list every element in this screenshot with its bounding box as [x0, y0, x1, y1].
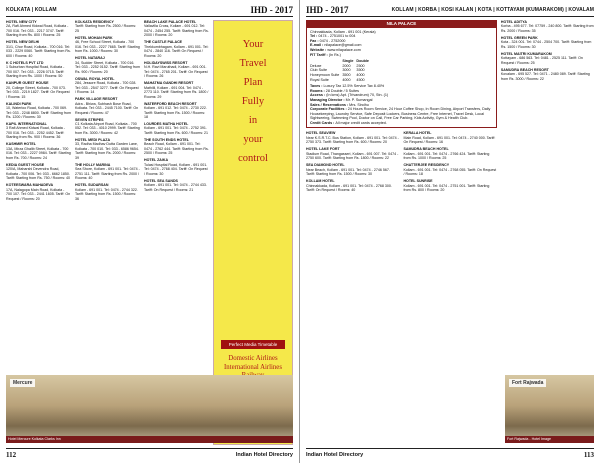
hotel-listing — [75, 77, 140, 95]
hotel-name: WATERFORD BEACH RESORT — [144, 101, 197, 106]
tariff-cell: Royal Suite — [310, 77, 329, 82]
hotel-details: Tariff: Starting from Rs. 2500 / Rooms: 25 — [75, 24, 137, 33]
tariff-header-cell: Single — [342, 59, 354, 64]
hotel-name: HOTEL SUDARSAN — [75, 183, 109, 188]
hotel-name: HOTEL GREEN PARK — [500, 35, 538, 40]
hotel-name: HOTEL SUNRISE — [403, 179, 433, 184]
ad-headline — [214, 21, 292, 340]
hotel-details: Kollam - 691 012. Tel: 0474 - 2730 222. Tariff: Starting from Rs. 1500 / Rooms: 18 — [144, 106, 207, 119]
hotel-details: Sea Shore, Kollam - 691 001. Tel: 0474 - 2751 111. Tariff: Starting from Rs. 2000 / Rooms: 40 — [75, 167, 140, 181]
right-hotel-photo — [505, 375, 594, 443]
hotel-name: HOTEL MAITRI KUMARAKOM — [500, 51, 552, 56]
right-page-location: KOLLAM | KORBA | KOSI KALAN | KOTA | KOTTAYAM (KUMARAKOM) | KOVALAM — [391, 7, 594, 13]
ad-word: your — [243, 134, 263, 145]
tariff-cell: 4000 — [356, 72, 365, 77]
contact-label: E-mail : — [310, 43, 325, 48]
hotel-name: HOLIDAYSWISS RESORT — [144, 60, 188, 65]
ad-word: in — [248, 115, 258, 126]
fort-rajwada-logo: Fort Rajwada — [509, 379, 546, 387]
hotel-details: 34, Sudder Street, Kolkata - 700 016. Tel: 033 - 2252 0152. Tariff: Starting from Rs. 900 / Rooms: 20 — [75, 60, 140, 74]
ad-word: control — [238, 153, 268, 164]
hotel-listing — [306, 147, 399, 160]
hotel-name: KERALA HOTEL — [403, 131, 432, 136]
hotel-details: Near K.S.R.T.C. Bus Station, Kollam - 691 001. Tel: 0474 - 2750 373. Tariff: Starting from Rs. 600 / Rooms: 20 — [306, 135, 399, 145]
hotel-listing — [75, 163, 140, 181]
detail-value: Luxury Tax 12.5% Service Tax 8.40% — [323, 84, 385, 89]
detail-label: Taxes : — [310, 84, 324, 89]
hotel-details: 13A, Mirza Ghalib Street, Kolkata - 700 016. Tel: 033 - 2227 0984. Tariff: Starting from Rs. 700 / Rooms: 24 — [6, 146, 71, 160]
hotel-details: 1 Suburban Hospital Road, Kolkata - 700 007. Tel: 033 - 2226 0715. Tariff: Starting from Rs. 1000 / Rooms: 50 — [6, 65, 65, 79]
hotel-name: SEVEN STRIPES — [75, 117, 104, 122]
detail-value: All major credit cards accepted. — [335, 120, 387, 125]
contact-label: Fax : — [310, 38, 320, 43]
ad-word: Plan — [243, 77, 263, 88]
hotel-details: 2A, Rafi Ahmed Kidwai Road, Kolkata - 700 016. Tel: 033 - 2217 3747. Tariff: Starting from Rs. 800 / Rooms: 25 — [6, 24, 69, 38]
hotel-details: 20, College Street, Kolkata - 700 073. Tel: 033 - 2219 1827. Tariff: On Request / Rooms: 15 — [6, 85, 70, 99]
hotel-name: KOLLAM HOTEL — [306, 179, 335, 184]
detail-label: Rooms : — [310, 88, 326, 93]
contact-value: (In Rs.) — [328, 52, 341, 57]
hotel-details: 31/1, Chor Road, Kolkata - 700 016. Tel: 033 - 2229 0060. Tariff: Starting from Rs. 600 / Rooms: 40 — [6, 44, 71, 58]
tariff-cell: Honeymoon Suite — [310, 72, 340, 77]
featured-hotel-title: NILA PALACE — [307, 21, 496, 28]
hotel-details: Kollam - 691 001. Tel: 0474 - 2744 433. Tariff: On Request / Rooms: 21 — [144, 183, 207, 192]
hotel-name: LOURDES MATHA HOTEL — [144, 122, 189, 127]
hotel-details: Korba - 495 677. Tel: 07759 - 240 800. Tariff: Starting from Rs. 2000 / Rooms: 35 — [500, 24, 594, 33]
hotel-listing — [144, 20, 209, 38]
contact-value: nilapalace@gmail.com — [324, 43, 362, 48]
hotel-details: Near Beach, Kollam - 691 001. Tel: 0474 - 2746 567. Tariff: Starting from Rs. 1500 / Rooms: 30 — [306, 167, 390, 177]
left-page-footer — [6, 448, 293, 459]
right-column-1 — [306, 131, 399, 195]
detail-label: Corporate Facilities : — [310, 107, 348, 112]
right-column-2 — [403, 131, 496, 195]
hotel-listing — [6, 142, 71, 160]
detail-value: 24 Hours Room Service, 24 Hour Coffee Shop, In Room Dining, Airport Transfers, Daily Housekeeping, Laundry Service, Safe Deposit Lockers, Business Centre, Free Internet, Travel Desk, Local Sightseeing, Swimming Pool, Doctor on Call, Free Car Parking, Kids Activity, Gym & Health Club. — [310, 107, 491, 121]
hotel-name: K C HOTELS PVT LTD — [6, 60, 44, 65]
hotel-details: Kota - 324 001. Tel: 0744 - 2504 700. Tariff: Starting from Rs. 1500 / Rooms: 30 — [500, 40, 592, 49]
hotel-listing — [144, 158, 209, 176]
hotel-details: Kollam - 691 001. Tel: 0474 - 2752 391. Tariff: Starting from Rs. 600 / Rooms: 21 — [144, 126, 209, 135]
ad-service-line: International Airlines — [224, 363, 282, 371]
hotel-listing — [144, 102, 209, 120]
hotel-details: 284, Jessore Road, Kolkata - 700 028. Tel: 033 - 2547 3277. Tariff: On Request / Rooms: 14 — [75, 81, 139, 95]
hotel-details: Beach Road, Kollam - 691 001. Tel: 0474 - 2762 444. Tariff: Starting from Rs. 2500 / Rooms: 25 — [144, 142, 209, 156]
hotel-details: Tulasi Hospital Road, Kollam - 691 001. Tel: 0474 - 2768 404. Tariff: On Request / Rooms: 30 — [144, 162, 208, 176]
left-photo-caption: Hotel Mercure Kolkata Clarks Inn — [6, 436, 293, 443]
hotel-listing — [501, 20, 594, 33]
hotel-name: KOTEESWARA MAHADEVA — [6, 183, 54, 188]
hotel-details: Stadium Road, Thangasseri, Kollam - 691 007. Tel: 0474 - 2750 600. Tariff: Starting from Rs. 1800 / Rooms: 22 — [306, 151, 399, 161]
hotel-details: Kollam - 691 001. Tel: 0474 - 2744 322. Tariff: Starting from Rs. 1500 / Rooms: 36 — [75, 187, 138, 201]
tariff-cell: 4000 — [342, 77, 351, 82]
detail-value: 28 Double / 5 Suites — [325, 88, 359, 93]
contact-value: 0474 - 2752000 — [319, 38, 346, 43]
hotel-name: KASHMIR HOTEL — [6, 142, 36, 147]
ad-button-area — [214, 340, 292, 349]
hotel-details: N.H. Ravi Maruthadi, Kollam - 691 001. Tel: 0474 - 2765 201. Tariff: On Request / Rooms: 26 — [144, 65, 208, 79]
featured-hotel-address: Chinnakkada, Kollam - 691 001 (Kerala) — [310, 29, 376, 34]
tariff-cell: Club Suite — [310, 68, 328, 73]
hotel-listing — [144, 122, 209, 135]
hotel-listing — [403, 179, 496, 192]
hotel-name: HOTEL NEW DELHI — [6, 40, 40, 45]
right-page-footer — [306, 448, 594, 459]
hotel-name: HOTEL LAKE FORT — [306, 147, 340, 152]
tariff-cell: 3000 — [342, 68, 351, 73]
detail-label: Sales / Reservations : — [310, 102, 350, 107]
tariff-row — [310, 78, 372, 83]
left-page-header — [6, 6, 293, 17]
right-column-3-entries — [501, 20, 594, 81]
hotel-listing — [501, 52, 594, 65]
hotel-details: Kottayam - 686 563. Tel: 0481 - 2525 111. Tariff: On Request / Rooms: 25 — [500, 56, 583, 65]
hotel-details: Thekkumbhagam, Kollam - 691 001. Tel: 0474 - 2840 116. Tariff: On Request / Rooms: 20 — [144, 44, 209, 58]
hotel-name: PARK VILLAGE RESORT — [75, 97, 118, 102]
contact-value: www.nilapalace.com — [327, 47, 361, 52]
hotel-details: C1 Kolkata Airport Road, Kolkata - 700 052. Tel: 033 - 4010 2999. Tariff: Starting from Rs. 3000 / Rooms: 42 — [75, 122, 140, 135]
contact-line — [310, 53, 493, 58]
hotel-name: HOTEL MEDI PLAZA — [75, 137, 111, 142]
hotel-name: MAHATMA GANDHI RESORT — [144, 81, 194, 86]
hotel-name: THE SOUTH ENDS HOTEL — [144, 137, 189, 142]
hotel-details: Kovalam - 695 527. Tel: 0471 - 2480 089. Tariff: Starting from Rs. 3000 / Rooms: 22 — [500, 72, 590, 81]
right-photo-caption: Fort Rajwada - Hotel Image — [505, 436, 594, 443]
hotel-name: KEDIA GUEST HOUSE — [6, 162, 45, 167]
contact-label: FIT Tariff : — [310, 52, 329, 57]
hotel-listing — [306, 163, 399, 176]
hotel-details: Mathilil, Kollam - 691 004. Tel: 0474 - 2773 110. Tariff: Starting from Rs. 1800 / Rooms: 29 — [144, 85, 209, 99]
hotel-listing — [306, 179, 399, 192]
contact-label: Website : — [310, 47, 328, 52]
hotel-details: Kollam - 691 001. Tel: 0474 - 2751 001. Tariff: Starting from Rs. 800 / Rooms: 20 — [403, 183, 490, 193]
featured-hotel-contacts — [310, 34, 493, 57]
hotel-details: 10, Waterloo Road, Kolkata - 700 069. Tel: 033 - 2248 8800. Tariff: Starting from Rs. 1200 / Rooms: 30 — [6, 106, 71, 119]
tariff-cell: 4500 — [356, 77, 365, 82]
ad-word: Travel — [239, 58, 267, 69]
hotel-details: Kollam - 691 001. Tel: 0474 - 2768 055. Tariff: On Request / Rooms: 18 — [403, 167, 497, 177]
hotel-name: HOTEL MOHAN PARK — [75, 35, 113, 40]
hotel-name: SEA DIAMOND HOTEL — [306, 163, 345, 168]
hotel-details: Chinnakkada, Kollam - 691 001. Tel: 0474 - 2768 300. Tariff: On Request / Rooms: 40 — [306, 183, 392, 193]
tariff-header-cell: Double — [356, 59, 369, 64]
right-page-brand: IHD - 2017 — [306, 5, 349, 15]
hotel-listing — [144, 61, 209, 79]
featured-hotel-box — [306, 20, 497, 128]
hotel-listing — [144, 40, 209, 58]
ad-service-line: Domestic Airlines — [228, 355, 278, 362]
detail-label: Managing Director : — [310, 97, 346, 102]
tariff-cell: 2000 — [342, 63, 351, 68]
tariff-cell: Deluxe — [310, 63, 322, 68]
ad-media-button[interactable]: Perfect Media Timetable — [221, 340, 285, 349]
hotel-details: 46, Free School Street, Kolkata - 700 016. Tel: 033 - 2227 7665. Tariff: Starting from Rs. 1000 / Rooms: 30 — [75, 40, 140, 54]
featured-tariff-table — [310, 59, 372, 82]
detail-value: Mrs. Sindhu — [349, 102, 369, 107]
hotel-name: KAPIL INTERNATIONAL — [6, 122, 47, 127]
hotel-details: 33, Radha Madhav Dutta Garden Lane, Kolkata - 700 010. Tel: 033 - 6586 9654. Tariff: Starting from Rs. 2000 / Rooms: 39 — [75, 142, 139, 160]
hotel-name: CHATTERJEE RESIDENCY — [403, 163, 450, 168]
hotel-details: 17A, Nalagopa Main Road, Kolkata - 700 107. Tel: 033 - 2441 1605. Tariff: On Request / Rooms: 20 — [6, 187, 71, 201]
left-page-brand: IHD - 2017 — [250, 5, 293, 15]
hotel-listing — [403, 131, 496, 144]
hotel-name: HOTEL ZAIKA — [144, 158, 169, 163]
hotel-name: OSWAL ROYAL HOTEL — [75, 76, 115, 81]
hotel-name: HOTEL NEW CITY — [6, 20, 37, 24]
hotel-listing — [6, 61, 71, 79]
tariff-cell: 3500 — [356, 68, 365, 73]
contact-value: 0474 - 2751001 to 004 — [318, 34, 356, 39]
hotel-listing — [6, 81, 71, 99]
detail-label: Credit Cards : — [310, 120, 336, 125]
hotel-name: SAMUDRA BEACH RESORT — [500, 67, 549, 72]
hotel-listing — [6, 183, 71, 201]
hotel-listing — [6, 40, 71, 58]
hotel-name: KALINDI PARK — [6, 101, 32, 106]
right-footer-title: Indian Hotel Directory — [306, 452, 364, 458]
contact-label: Tel : — [310, 34, 319, 39]
ad-word: Fully — [241, 96, 265, 107]
right-page-header — [306, 6, 594, 17]
hotel-listing — [75, 20, 140, 33]
hotel-listing — [306, 131, 399, 144]
hotel-listing — [501, 68, 594, 81]
left-page-number: 112 — [6, 451, 17, 459]
tariff-cell: 2500 — [356, 63, 365, 68]
left-footer-title: Indian Hotel Directory — [235, 452, 293, 458]
detail-label: Access : — [310, 93, 327, 98]
detail-line — [310, 121, 493, 126]
hotel-details: Vallavilla Cross, Kollam - 691 012. Tel: 0474 - 2454 255. Tariff: Starting from Rs. 2000 / Rooms: 20 — [144, 24, 209, 38]
right-main-column — [306, 20, 497, 445]
ad-word: Your — [242, 39, 264, 50]
hotel-listing — [75, 36, 140, 54]
hotel-details: 120/A, Maharshi Devendra Road, Kolkata - 700 006. Tel: 033 - 6662 1850. Tariff: Starting from Rs. 750 / Rooms: 40 — [6, 167, 71, 181]
hotel-name: THE CASTLE PALACE — [144, 40, 183, 45]
hotel-name: HOTEL ADITYA — [500, 20, 527, 24]
right-page — [300, 0, 600, 463]
hotel-listing — [6, 163, 71, 181]
hotel-name: THE HOLLY MARINA — [75, 162, 111, 167]
hotel-listing — [6, 122, 71, 140]
hotel-details: Adra - Bhiwa, Subhash Bose Road, Kolkata. Tel: 033 - 2445 7100. Tariff: On Request / Rooms: 47 — [75, 101, 139, 115]
hotel-listing — [403, 147, 496, 160]
featured-hotel-body — [307, 28, 496, 128]
hotel-name: KOLKATA RESIDENCY — [75, 20, 114, 24]
hotel-listing — [501, 36, 594, 49]
hotel-name: HOTEL NATARAJ — [75, 56, 105, 61]
hotel-name: HOTEL SEAVIEW — [306, 131, 336, 136]
hotel-listing — [6, 20, 71, 38]
detail-line — [310, 107, 493, 121]
featured-hotel-details — [310, 84, 493, 125]
hotel-listing — [403, 163, 496, 176]
detail-value: Mr. P. Sumangal — [345, 97, 373, 102]
hotel-name: KANPUR GUEST HOUSE — [6, 81, 49, 86]
hotel-name: BEACH LAKE PALACE HOTEL — [144, 20, 197, 24]
hotel-name: SAMUDRA BEACH HOTEL — [403, 147, 449, 152]
hotel-listing — [6, 102, 71, 120]
right-sub-columns — [306, 131, 497, 195]
hotel-listing — [75, 138, 140, 160]
hotel-name: HOTEL SEA SANDS — [144, 178, 178, 183]
hotel-details: Main Road, Kollam - 691 001. Tel: 0474 - 2740 000. Tariff: On Request / Rooms: 16 — [403, 135, 496, 145]
left-page-location: KOLKATA | KOLLAM — [6, 7, 57, 13]
tariff-cell: 3500 — [342, 72, 351, 77]
right-page-number: 113 — [583, 451, 594, 459]
mercure-logo: Mercure — [10, 379, 35, 387]
hotel-listing — [144, 81, 209, 99]
hotel-listing — [75, 118, 140, 136]
hotel-listing — [75, 183, 140, 201]
hotel-details: Kollam - 691 001. Tel: 0474 - 2766 424. Tariff: Starting from Rs. 1000 / Rooms: 25 — [403, 151, 490, 161]
hotel-details: 3 Rafi Ahmed Kidwai Road, Kolkata - 700 016. Tel: 033 - 2252 4452. Tariff: Starting from Rs. 900 / Rooms: 36 — [6, 126, 65, 140]
detail-value: (In kms) Apt. (Trivandrum) 70, Stn. (1) — [326, 93, 389, 98]
left-hotel-photo — [6, 375, 293, 443]
hotel-listing — [75, 97, 140, 115]
hotel-listing — [75, 56, 140, 74]
hotel-listing — [144, 138, 209, 156]
hotel-listing — [144, 179, 209, 192]
